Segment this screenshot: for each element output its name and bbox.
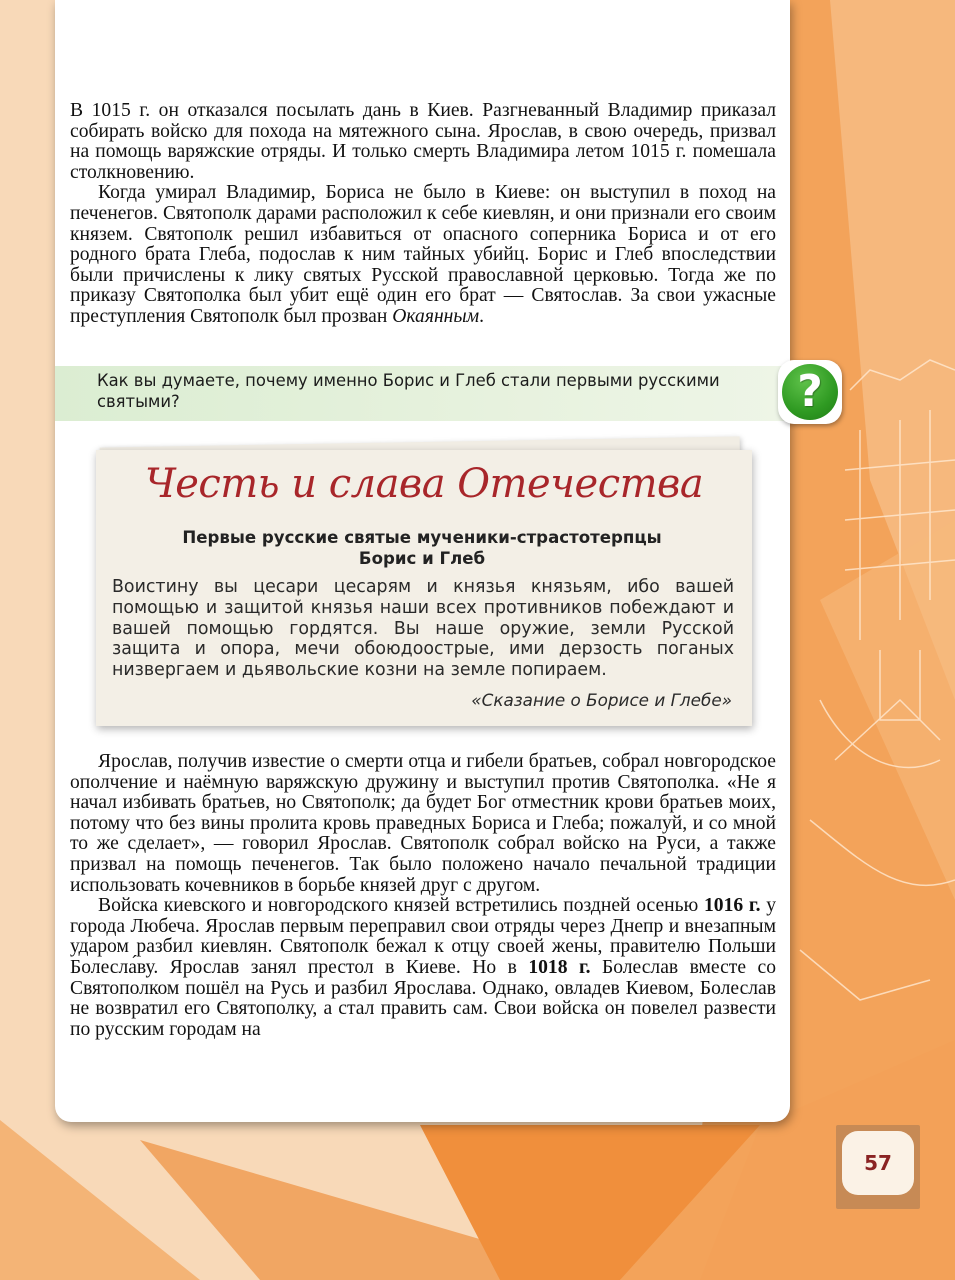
subtitle-line-1: Первые русские святые мученики-страстотерпцы — [182, 528, 662, 547]
question-text: Как вы думаете, почему именно Борис и Глеб стали первыми русскими святыми? — [97, 371, 720, 411]
question-icon-glyph: ? — [797, 366, 823, 417]
paragraph-4-part-a: Войска киевского и новгородского князей встретились поздней осенью — [98, 895, 699, 917]
subtitle-line-2: Борис и Глеб — [358, 549, 486, 568]
honour-box-quote: Воистину вы цесари цесарям и князья князьям, ибо вашей помощью и защитой князья наши всех противников побеждают и вашей помощью гордятся. Вы наше оружие, земли Русской защита и опора, мечи обоюдоострые, ими дерзость поганых низвергаем и дьявольские козни на земле попираем. — [112, 577, 734, 681]
top-text-block — [70, 101, 776, 328]
year-1018: 1018 г. — [528, 956, 591, 978]
paragraph-3: Ярослав, получив известие о смерти отца и гибели братьев, собрал новгородское ополчение и наёмную варяжскую дружину и выступил против Святополка. «Не я начал избивать братьев, но Святополк; да будет Бог отместник крови братьев моих, потому что без вины пролита кровь праведных Бориса и Глеба; пожалуй, и со мной то же сделает», — говорил Ярослав. Святополк собрал войско на Руси, а также призвал на помощь печенегов. Так было положено начало печальной традиции использовать кочевников в борьбе князей друг с другом. — [70, 751, 776, 896]
paragraph-2 — [70, 183, 776, 327]
paragraph-1: В 1015 г. он отказался посылать дань в Киев. Разгневанный Владимир приказал собирать войско для похода на мятежного сына. Ярослав, в свою очередь, призвал на помощь варяжские отряды. И только смерть Владимира летом 1015 г. помешала столкновению. — [70, 100, 776, 183]
paragraph-4-part-c: Болеслав вместе со Святополком пошёл на Русь и разбил Ярослава. Однако, овладев Киевом, Болеслав не возвратил его Святополку, а стал править сам. Свои войска он повелел развести по русским городам на — [70, 956, 776, 1040]
honour-box-heading: Честь и слава Отечества — [144, 461, 704, 507]
question-mark-icon — [778, 360, 842, 424]
paragraph-4 — [70, 896, 776, 1040]
paragraph-2-text: Когда умирал Владимир, Бориса не было в Киеве: он выступил в поход на печенегов. Святополк дарами расположил к себе киевлян, и они признали его своим князем. Святополк решил избавиться от опасного соперника Бориса и от его родного брата Глеба, подослав к ним тайных убийц. Борис и Глеб впоследствии были причислены к лику святых Русской православной церковью. Тогда же по приказу Святополка был убит ещё один его брат — Святослав. За свои ужасные преступления Святополк был прозван — [70, 182, 776, 327]
year-1016: 1016 г. — [703, 895, 761, 917]
paragraph-2-end: . — [479, 305, 485, 327]
bottom-text-block — [70, 752, 776, 1040]
paragraph-4-part-b: у города Любеча. Ярослав первым переправил свои отряды через Днепр и внезапным ударом разбил киевлян. Святополк бежал к отцу своей жены, правителю Польши Болесла́ву. Ярослав занял престол в Киеве. Но в — [70, 895, 777, 978]
honour-box-subtitle — [112, 527, 732, 569]
emphasis-okayannym: Окаянным — [392, 305, 480, 327]
page-number: 57 — [842, 1131, 914, 1195]
honour-box-source: «Сказание о Борисе и Глебе» — [471, 690, 732, 710]
